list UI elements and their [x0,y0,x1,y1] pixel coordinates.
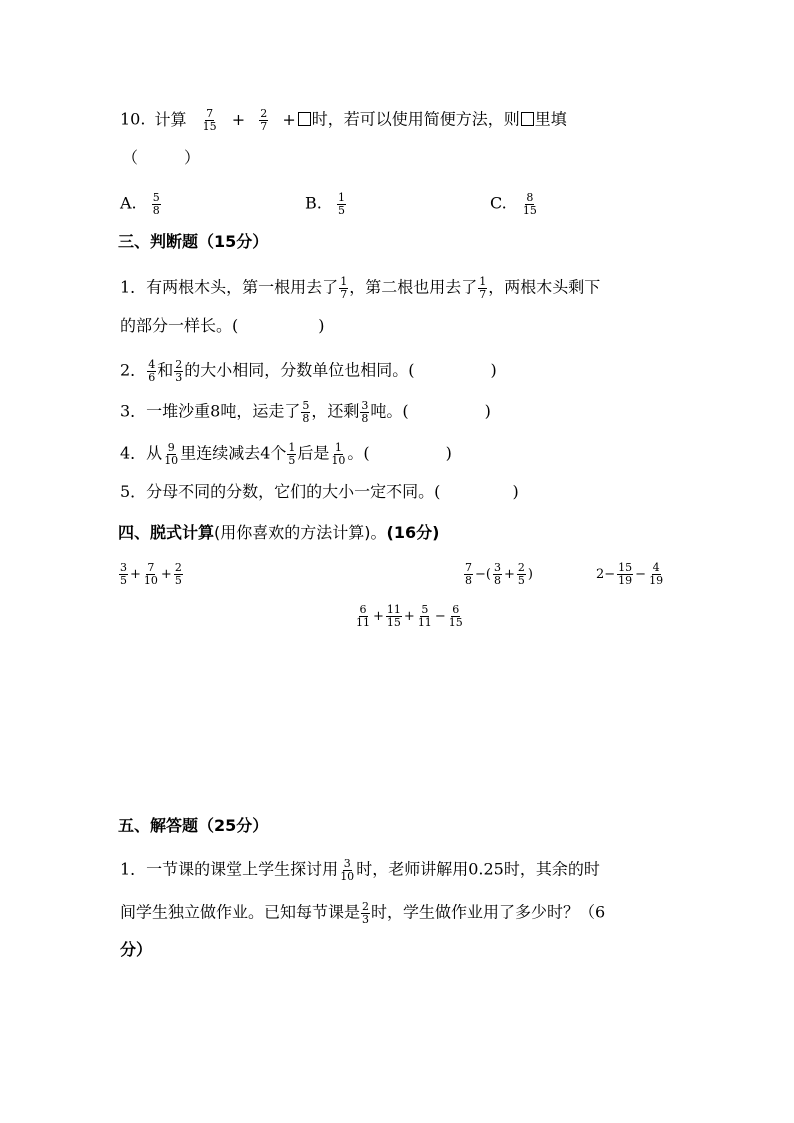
fraction: $\frac{11}{15}$ [386,603,401,629]
section5-heading [118,818,268,834]
section4-subtitle: (用你喜欢的方法计算)。 [214,523,387,542]
section4-heading [118,525,439,541]
q10-fraction-1: $\frac{7}{15}$ [202,107,217,133]
fraction: $\frac{7}{10}$ [143,561,158,587]
blank-box-icon [521,112,534,126]
option-fraction: $\frac{5}{8}$ [152,191,160,217]
fraction: $\frac{1}{7}$ [479,275,487,301]
fraction: $\frac{3}{10}$ [340,857,355,883]
fraction: $\frac{4}{6}$ [148,358,156,384]
option-fraction: $\frac{1}{5}$ [337,191,345,217]
fraction: $\frac{6}{15}$ [448,603,463,629]
fraction: $\frac{15}{19}$ [618,561,633,587]
q10-number: 10. [120,109,146,129]
option-label: A. [120,193,137,213]
option-fraction: $\frac{8}{15}$ [522,191,537,217]
s5-q1-line2: 间学生独立做作业。已知每节课是 $\frac{2}{3}$ 时，学生做作业用了多少时？（6 [120,900,606,926]
fraction: $\frac{9}{10}$ [164,441,179,467]
section3-title: 三、判断题 [118,232,199,251]
s5-q1-line3: 分） [120,940,153,959]
expression-3: 2− $\frac{15}{19}$ − $\frac{4}{19}$ [596,561,664,587]
q10-text-end: 里填 [534,109,567,129]
s3-q5-line: 5．分母不同的分数，它们的大小一定不同。( ) [120,482,519,501]
fraction: $\frac{5}{11}$ [417,603,432,629]
q10-answer-paren: （ ） [122,148,201,167]
fraction: $\frac{7}{8}$ [465,561,472,587]
section4-title: 四、脱式计算 [118,523,215,542]
expression-2: $\frac{7}{8}$ −( $\frac{3}{8}$ + $\frac{2}{5}$ ) [465,561,533,587]
fraction: $\frac{2}{5}$ [517,561,525,587]
fraction: $\frac{6}{11}$ [356,603,370,629]
s3-q1-line1: 1．有两根木头，第一根用去了 $\frac{1}{7}$ ，第二根也用去了 $\frac{1}{7}$ ，两根木头剩下 [120,275,601,301]
fraction: $\frac{3}{8}$ [493,561,501,587]
expression-4: $\frac{6}{11}$ + $\frac{11}{15}$ + $\frac{5}{11}$ − $\frac{6}{15}$ [356,603,463,629]
section3-heading [118,234,268,250]
fraction: $\frac{4}{19}$ [649,561,664,587]
q10-plus-2: + [282,109,296,129]
q10-plus-1: + [231,109,246,129]
blank-box-icon [298,112,311,126]
section4-score: (16分) [386,523,440,542]
fraction: $\frac{2}{3}$ [175,358,183,384]
q10-verb: 计算 [154,109,187,129]
fraction: $\frac{5}{8}$ [302,399,310,425]
section3-score: （15分） [198,232,269,251]
fraction: $\frac{3}{8}$ [361,399,369,425]
s3-q1-line2: 的部分一样长。( ) [120,316,325,335]
s3-q2-line: 2． $\frac{4}{6}$ 和 $\frac{2}{3}$ 的大小相同，分数单位也相同。( ) [120,358,497,384]
fraction: $\frac{2}{3}$ [362,900,370,926]
section5-title: 五、解答题 [118,816,199,835]
option-label: C. [490,193,507,213]
q10-fraction-2: $\frac{2}{7}$ [260,107,268,133]
q10-option-a [120,192,162,216]
fraction: $\frac{2}{5}$ [174,561,182,587]
q10-option-b [305,192,347,216]
q10-text-after: 时，若可以使用简便方法，则 [311,109,520,129]
fraction: $\frac{1}{5}$ [288,441,296,467]
fraction: $\frac{3}{5}$ [120,561,127,587]
fraction: $\frac{1}{10}$ [331,441,346,467]
q10-option-c [490,192,539,216]
section5-score: （25分） [198,816,269,835]
s5-q1-line1: 1．一节课的课堂上学生探讨用 $\frac{3}{10}$ 时，老师讲解用0.25时，其余的时 [120,857,600,883]
s3-q4-line: 4．从 $\frac{9}{10}$ 里连续减去4个 $\frac{1}{5}$ 后是 $\frac{1}{10}$ 。( ) [120,441,452,467]
s3-q3-line: 3．一堆沙重8吨，运走了 $\frac{5}{8}$ ，还剩 $\frac{3}{8}$ 吨。( ) [120,399,491,425]
q10-line [120,108,567,132]
fraction: $\frac{1}{7}$ [340,275,348,301]
expression-1: $\frac{3}{5}$ + $\frac{7}{10}$ + $\frac{2}{5}$ [120,561,182,587]
option-label: B. [305,193,322,213]
